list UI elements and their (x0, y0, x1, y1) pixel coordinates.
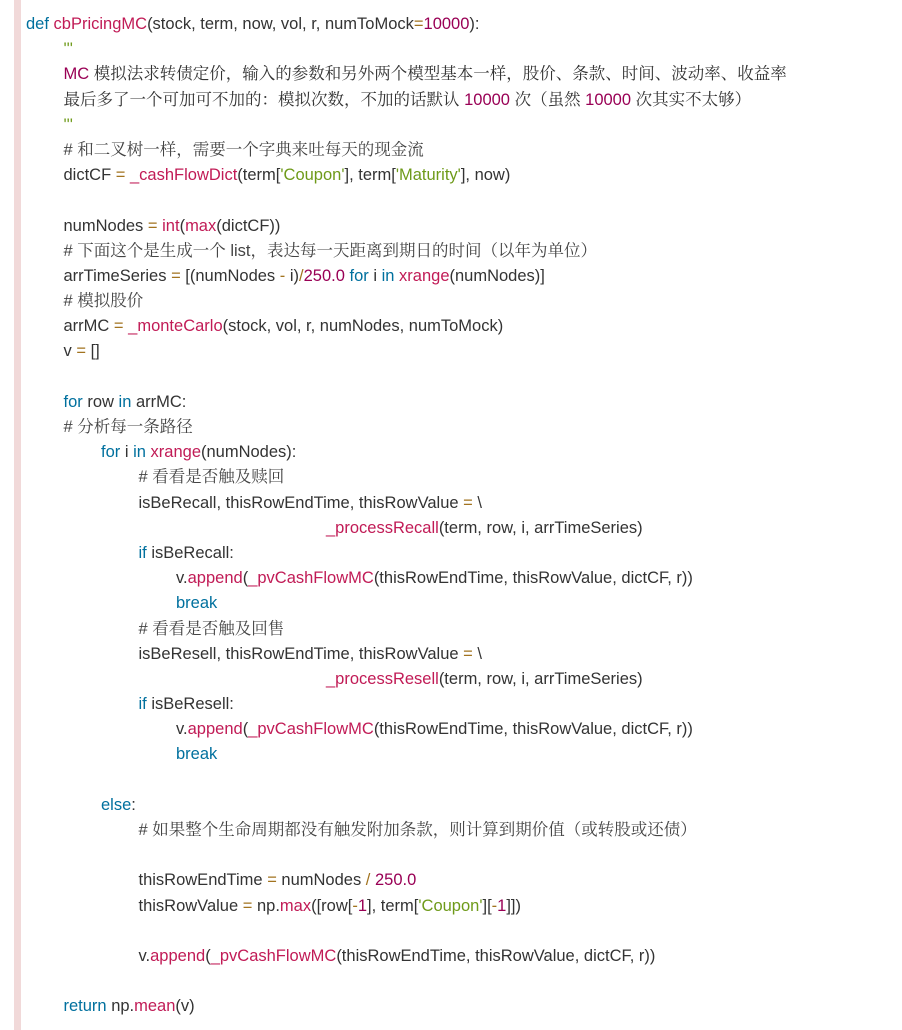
function-token: xrange (399, 266, 450, 285)
code-line (26, 491, 787, 516)
code-text-token: ([row[ (311, 896, 353, 915)
operator-token: / (299, 266, 304, 285)
function-token: _processRecall (326, 518, 439, 537)
keyword-token: in (133, 443, 146, 462)
code-text-token: v. (176, 569, 188, 588)
keyword-token: for (101, 443, 121, 462)
code-text-token: np. (252, 896, 280, 915)
code-text-token: \ (472, 493, 482, 512)
code-text-token: \ (472, 644, 482, 663)
code-text-token: ( (242, 569, 249, 588)
string-token: ''' (63, 115, 73, 134)
code-text-token: ( (242, 720, 249, 739)
number-token: 10000 (585, 90, 632, 109)
code-line (26, 969, 787, 994)
code-line (26, 138, 787, 163)
code-text-token: 次（虽然 (509, 90, 586, 109)
code-line (26, 390, 787, 415)
function-token: _pvCashFlowMC (248, 569, 374, 588)
code-text-token: (numNodes)] (449, 266, 545, 285)
operator-token: - (491, 896, 498, 915)
code-text-token: (stock, vol, r, numNodes, numToMock) (222, 317, 504, 336)
number-token: 10000 (464, 90, 510, 109)
code-line (26, 339, 787, 364)
code-text-token: : (131, 795, 136, 814)
code-line (26, 264, 787, 289)
comment-token: # 模拟股价 (63, 292, 144, 311)
string-token: ''' (63, 40, 73, 59)
function-token: xrange (150, 443, 201, 462)
keyword-token: break (176, 594, 218, 613)
operator-token: = (115, 166, 126, 185)
code-text-token: thisRowEndTime (138, 871, 268, 890)
code-text-token: 最后多了一个可加可不加的：模拟次数，不加的话默认 (63, 90, 465, 109)
code-text-token: ]]) (506, 896, 522, 915)
code-text-token: v. (176, 720, 188, 739)
code-line (26, 62, 787, 87)
code-line (26, 742, 787, 767)
code-text-token: ( (205, 946, 211, 965)
code-text-token: [] (85, 342, 100, 361)
operator-token: = (463, 644, 473, 663)
comment-token: # 和二叉树一样，需要一个字典来吐每天的现金流 (63, 140, 424, 159)
code-text-token: arrMC: (131, 392, 187, 411)
code-text-token: thisRowValue (138, 896, 243, 915)
function-token: append (187, 569, 243, 588)
code-text-token: numNodes (63, 216, 148, 235)
function-token: int (162, 216, 180, 235)
code-text-token: (numNodes): (201, 443, 297, 462)
keyword-token: def (26, 15, 54, 33)
code-text-token: 次其实不太够） (631, 90, 752, 109)
code-text-token: (term, row, i, arrTimeSeries) (438, 669, 643, 688)
code-line (26, 617, 787, 642)
operator-token: - (352, 896, 358, 915)
code-line (26, 793, 787, 818)
function-token: mean (134, 997, 176, 1016)
code-text-token: (v) (175, 997, 195, 1016)
code-text-token: arrTimeSeries (63, 266, 172, 285)
code-line (26, 768, 787, 793)
code-lines (26, 12, 787, 1020)
code-line (26, 843, 787, 868)
code-text-token: (dictCF)) (216, 216, 281, 235)
code-text-token: isBeResell: (146, 695, 234, 714)
operator-token: = (242, 896, 253, 915)
code-text-token: ][ (482, 896, 492, 915)
comment-token: # 下面这个是生成一个 list，表达每一天距离到期日的时间（以年为单位） (63, 241, 598, 260)
function-token: cbPricingMC (53, 15, 148, 33)
code-line (26, 365, 787, 390)
function-token: max (279, 896, 312, 915)
code-text-token: isBeResell, thisRowEndTime, thisRowValue (138, 644, 464, 663)
keyword-token: for (63, 392, 83, 411)
operator-token: = (113, 317, 124, 336)
code-line (26, 37, 787, 62)
comment-token: # 分析每一条路径 (63, 418, 193, 436)
code-text-token: isBeRecall: (146, 543, 234, 562)
function-token: _processResell (326, 669, 439, 688)
function-token: max (185, 216, 217, 235)
code-text-token: i (368, 266, 382, 285)
code-text-token: ], term[ (344, 166, 396, 185)
code-text-token: numNodes (276, 871, 366, 890)
code-line (26, 717, 787, 742)
keyword-token: if (138, 543, 147, 562)
code-text-token: arrMC (63, 317, 114, 336)
code-text-token: v (63, 342, 77, 361)
function-token: _monteCarlo (128, 317, 223, 336)
code-line (26, 919, 787, 944)
code-block (14, 0, 902, 1030)
code-line (26, 818, 787, 843)
code-line (26, 314, 787, 339)
code-line (26, 88, 787, 113)
code-text-token: dictCF (63, 166, 116, 185)
code-line (26, 541, 787, 566)
operator-token: = (76, 342, 86, 361)
string-token: 'Maturity' (395, 166, 461, 185)
code-line (26, 894, 787, 919)
code-text-token: v. (138, 946, 151, 965)
code-line (26, 239, 787, 264)
keyword-token: in (381, 266, 395, 285)
string-token: 'Coupon' (418, 896, 483, 915)
number-token: 1 (497, 896, 507, 915)
code-line (26, 113, 787, 138)
operator-token: = (147, 216, 158, 235)
keyword-token: return (63, 997, 107, 1016)
comment-token: # 看看是否触及回售 (138, 619, 285, 638)
operator-token: = (267, 871, 277, 890)
code-text-token: ], now) (460, 166, 511, 185)
code-line (26, 289, 787, 314)
operator-token: = (413, 15, 424, 33)
code-text-token: isBeRecall, thisRowEndTime, thisRowValue (138, 493, 464, 512)
code-text-token: row (82, 392, 119, 411)
keyword-token: break (176, 745, 218, 764)
code-text-token: (stock, term, now, vol, r, numToMock (147, 15, 414, 33)
keyword-token: if (138, 695, 147, 714)
number-token: 250.0 (303, 266, 345, 285)
function-token: _cashFlowDict (130, 166, 238, 185)
code-text-token: (term, row, i, arrTimeSeries) (438, 518, 643, 537)
code-line (26, 566, 787, 591)
comment-token: # 如果整个生命周期都没有触发附加条款，则计算到期价值（或转股或还债） (138, 821, 697, 839)
code-line (26, 163, 787, 188)
function-token: _pvCashFlowMC (210, 946, 337, 965)
code-line (26, 667, 787, 692)
string-token: 'Coupon' (280, 166, 345, 185)
function-token: append (187, 720, 243, 739)
code-line (26, 994, 787, 1019)
code-line (26, 188, 787, 213)
code-line (26, 692, 787, 717)
function-token: _pvCashFlowMC (248, 720, 374, 739)
number-token: 250.0 (374, 871, 417, 890)
code-text-token: i) (285, 266, 300, 285)
code-text-token: (thisRowEndTime, thisRowValue, dictCF, r)) (373, 569, 693, 588)
operator-token: = (171, 266, 181, 285)
operator-token: / (365, 871, 371, 890)
number-token: 10000 (423, 15, 470, 33)
code-text-token: (thisRowEndTime, thisRowValue, dictCF, r)) (373, 720, 693, 739)
code-line (26, 415, 787, 440)
code-line (26, 642, 787, 667)
operator-token: - (279, 266, 286, 285)
code-text-token: ], term[ (367, 896, 419, 915)
code-line (26, 12, 787, 37)
keyword-token: else (101, 795, 132, 814)
code-line (26, 516, 787, 541)
code-line (26, 591, 787, 616)
operator-token: = (463, 493, 473, 512)
code-text-token: np. (106, 997, 135, 1016)
code-text-token: 模拟法求转债定价，输入的参数和另外两个模型基本一样，股价、条款、时间、波动率、收益率 (89, 65, 787, 84)
function-token: append (150, 946, 206, 965)
code-line (26, 440, 787, 465)
keyword-token: for (349, 266, 369, 285)
code-line (26, 214, 787, 239)
code-text-token: ( (179, 216, 186, 235)
code-text-token: (term[ (237, 166, 281, 185)
code-text-token: (thisRowEndTime, thisRowValue, dictCF, r)) (336, 946, 656, 965)
comment-token: # 看看是否触及赎回 (138, 468, 285, 487)
number-token: MC (63, 65, 90, 84)
code-line (26, 465, 787, 490)
code-text-token: [(numNodes (180, 266, 280, 285)
code-line (26, 944, 787, 969)
code-text-token: i (120, 443, 134, 462)
code-line (26, 868, 787, 893)
code-text-token: ): (469, 15, 480, 33)
keyword-token: in (118, 392, 132, 411)
number-token: 1 (357, 896, 368, 915)
